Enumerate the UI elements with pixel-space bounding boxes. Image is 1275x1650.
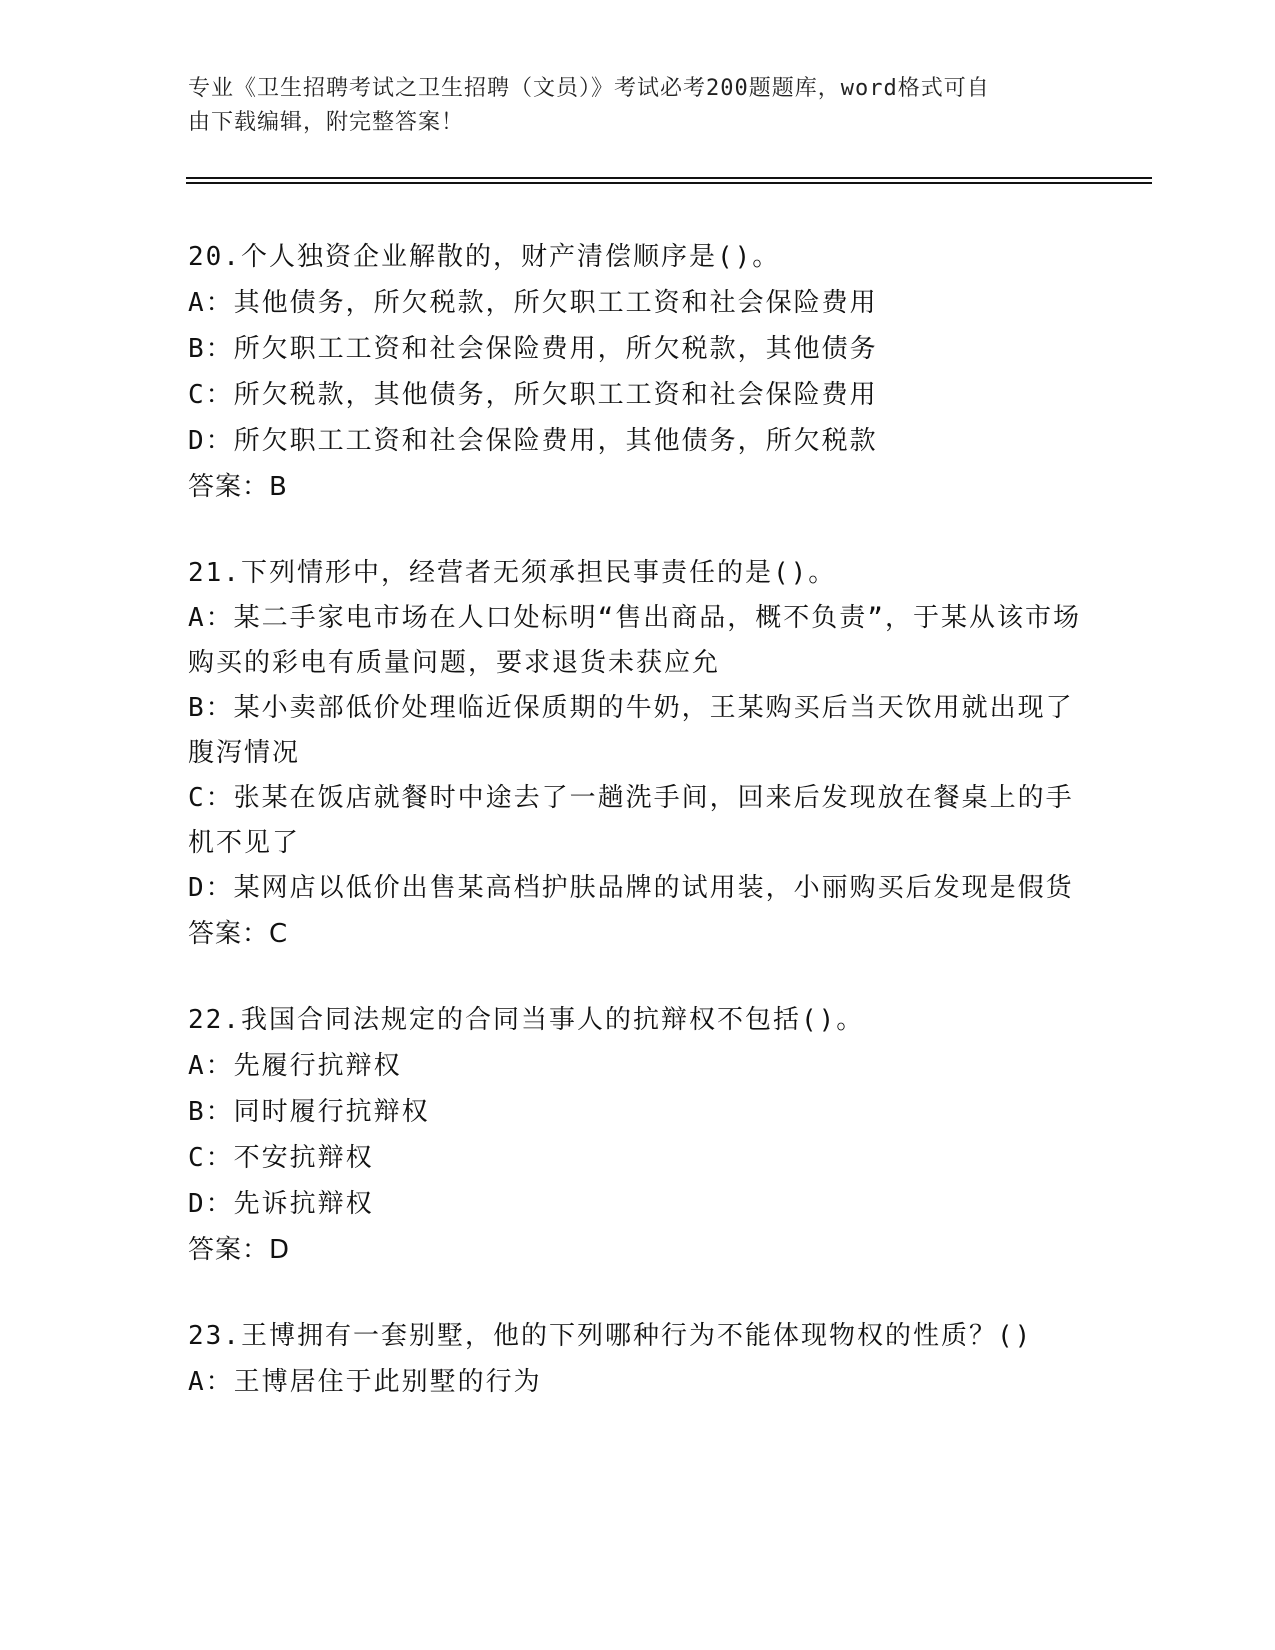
option-a: A：先履行抗辩权 (188, 1051, 402, 1081)
answer-line: 答案：D (188, 1235, 291, 1265)
option-b: B：某小卖部低价处理临近保质期的牛奶，王某购买后当天饮用就出现了腹泻情况 (188, 693, 1074, 768)
question-22 (188, 997, 1088, 1273)
option-a: A：其他债务，所欠税款，所欠职工工资和社会保险费用 (188, 288, 878, 318)
header-divider-bottom (186, 182, 1152, 184)
question-stem: 22.我国合同法规定的合同当事人的抗辩权不包括()。 (188, 1005, 865, 1035)
header-line-2: 由下载编辑，附完整答案！ (188, 110, 465, 135)
option-c: C：张某在饭店就餐时中途去了一趟洗手间，回来后发现放在餐桌上的手机不见了 (188, 783, 1074, 858)
option-d: D：先诉抗辩权 (188, 1189, 374, 1219)
answer-line: 答案：C (188, 919, 289, 949)
option-c: C：所欠税款，其他债务，所欠职工工资和社会保险费用 (188, 380, 878, 410)
option-a: A：王博居住于此别墅的行为 (188, 1367, 542, 1397)
question-stem: 21.下列情形中，经营者无须承担民事责任的是()。 (188, 558, 837, 588)
option-b: B：同时履行抗辩权 (188, 1097, 430, 1127)
header-divider-top (186, 177, 1152, 179)
question-20 (188, 234, 1088, 510)
document-header (188, 72, 1068, 140)
option-b: B：所欠职工工资和社会保险费用，所欠税款，其他债务 (188, 334, 878, 364)
question-23 (188, 1313, 1088, 1405)
option-c: C：不安抗辩权 (188, 1143, 374, 1173)
header-line-1: 专业《卫生招聘考试之卫生招聘（文员）》考试必考200题题库，word格式可自 (188, 76, 990, 101)
question-list (188, 234, 1088, 1445)
question-stem: 23.王博拥有一套别墅，他的下列哪种行为不能体现物权的性质？() (188, 1321, 1033, 1351)
option-a: A：某二手家电市场在人口处标明“售出商品，概不负责”，于某从该市场购买的彩电有质量问题，要求退货未获应允 (188, 603, 1081, 678)
answer-line: 答案：B (188, 472, 288, 502)
question-stem: 20.个人独资企业解散的，财产清偿顺序是()。 (188, 242, 781, 272)
option-d: D：所欠职工工资和社会保险费用，其他债务，所欠税款 (188, 426, 878, 456)
option-d: D：某网店以低价出售某高档护肤品牌的试用装，小丽购买后发现是假货 (188, 873, 1074, 903)
question-21 (188, 550, 1088, 957)
